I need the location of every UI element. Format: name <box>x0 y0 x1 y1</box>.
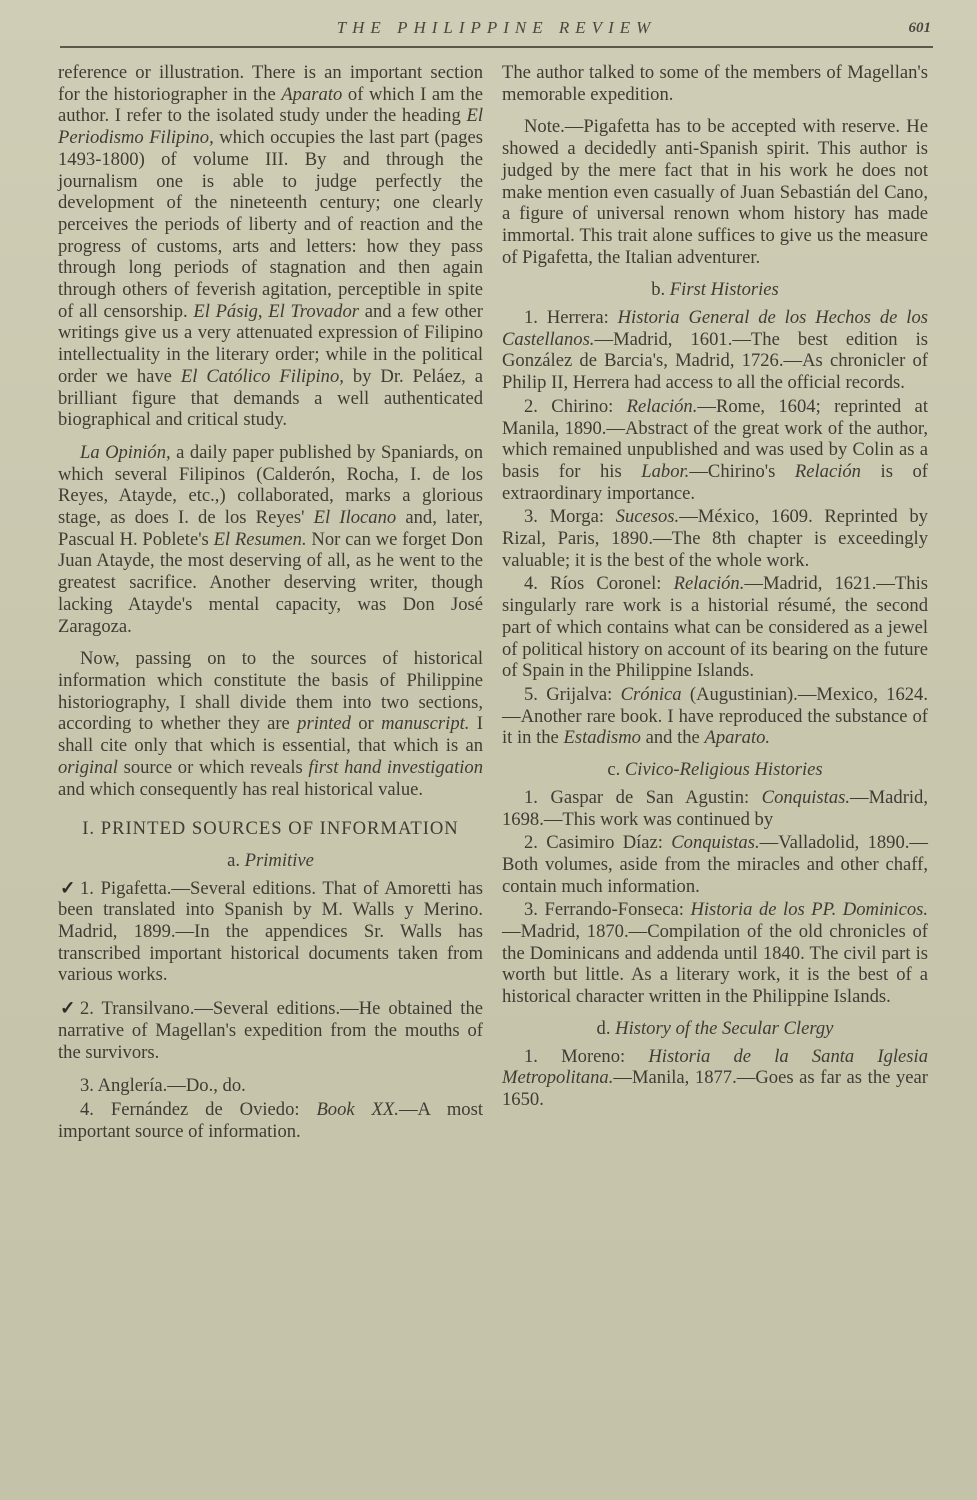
italic-text: El Resumen. <box>213 528 307 550</box>
italic-text: Aparato. <box>704 727 771 749</box>
italic-text: Historia de la Santa Iglesia Metropolitana. <box>502 1045 929 1089</box>
italic-text: printed <box>297 713 351 735</box>
subsection-heading <box>502 1018 928 1040</box>
italic-text: Aparato <box>281 83 343 105</box>
italic-text: Sucesos. <box>615 506 680 528</box>
italic-text: Crónica <box>620 683 682 705</box>
list-item: 3. Morga: Sucesos.—México, 1609. Reprinted by Rizal, Paris, 1890.—The 8th chapter is exceedingly valuable; it is the best of the whole work. <box>502 506 928 571</box>
running-head <box>60 14 933 48</box>
subsection-heading <box>502 759 928 781</box>
paragraph: Now, passing on to the sources of historical information which constitute the basis of Philippine historiography, I shall divide them into two sections, according to whether they are printed or manuscript. I shall cite only that which is essential, that which is an original source or which reveals first hand investigation and which consequently has real historical value. <box>58 648 483 800</box>
list-item: 5. Grijalva: Crónica (Augustinian).—Mexico, 1624.—Another rare book. I have reproduced the substance of it in the Estadismo and the Aparato. <box>502 683 929 749</box>
italic-text: Conquistas. <box>671 832 760 854</box>
list-item: 1. Gaspar de San Agustin: Conquistas.—Madrid, 1698.—This work was continued by <box>502 786 928 830</box>
entry-text: 1. Pigafetta.—Several editions. That of Amoretti has been translated into Spanish by M. Walls y Merino. Madrid, 1899.—In the appendices Sr. Walls has transcribed important historical documents taken from various works. <box>58 877 483 986</box>
subsection-letter: d. <box>596 1017 611 1039</box>
italic-text: Historia General de los Hechos de los Castellanos. <box>502 307 928 350</box>
italic-text: El Ilocano <box>313 507 397 529</box>
italic-text: El Pásig, El Trovador <box>193 300 360 322</box>
italic-text: El Periodismo Filipino, <box>58 105 483 149</box>
right-column <box>502 62 928 1113</box>
list-item <box>58 878 483 987</box>
list-item: 2. Casimiro Díaz: Conquistas.—Valladolid, 1890.—Both volumes, aside from the miracles and other chaff, contain much information. <box>502 832 928 897</box>
paragraph: La Opinión, a daily paper published by Spaniards, on which several Filipinos (Calderón, Rocha, I. de los Reyes, Atayde, etc.,) collaborated, marks a glorious stage, as does I. de los Reyes' El Ilocano and, later, Pascual H. Poblete's El Resumen. Nor can we forget Don Juan Atayde, the most deserving of all, as he went to the greatest sacrifice. Another deserving writer, though lacking Atayde's mental capacity, was Don José Zaragoza. <box>58 441 483 637</box>
paragraph: The author talked to some of the members of Magellan's memorable expedition. <box>502 62 928 105</box>
subsection-heading <box>58 850 483 872</box>
italic-text: Labor. <box>641 460 690 482</box>
entry-text: 2. Transilvano.—Several editions.—He obtained the narrative of Magellan's expedition from the mouths of the survivors. <box>58 998 483 1063</box>
italic-text: Relación. <box>626 395 698 417</box>
paragraph: reference or illustration. There is an important section for the historiographer in the Aparato of which I am the author. I refer to the isolated study under the heading El Periodismo Filipino, which occupies the last part (pages 1493-1800) of volume III. By and through the journalism one is able to judge perfectly the development of the nineteenth century; one clearly perceives the periods of liberty and of reaction and the progress of customs, arts and letters: how they pass through long periods of stagnation and then again through others of feverish agitation, perceptible in spite of all censorship. El Pásig, El Trovador and a few other writings give us a very attenuated expression of Filipino intellectuality in the literary order; while in the political order we have El Católico Filipino, by Dr. Peláez, a brilliant figure that demands a well authenticated biographical and critical study. <box>58 62 483 431</box>
section-heading: I. PRINTED SOURCES OF INFORMATION <box>82 818 459 840</box>
list-item: 2. Chirino: Relación.—Rome, 1604; reprinted at Manila, 1890.—Abstract of the great work of the author, which remained unpublished and was used by Colin as a basis for his Labor.—Chirino's Relación is of extraordinary importance. <box>502 395 928 504</box>
subsection-letter: b. <box>651 279 666 301</box>
left-column <box>58 62 483 1144</box>
italic-text: El Católico Filipino, <box>180 365 344 387</box>
check-mark: ✓ <box>60 877 76 899</box>
list-item: 1. Moreno: Historia de la Santa Iglesia Metropolitana.—Manila, 1877.—Goes as far as the year 1650. <box>502 1045 929 1110</box>
italic-text: Relación. <box>673 573 745 595</box>
list-item: 3. Ferrando-Fonseca: Historia de los PP. Dominicos.—Madrid, 1870.—Compilation of the old chronicles of the Dominicans and addenda until 1840. The civil part is worth but little. As a literary work, it is the best of a historical character written in the Philippine Islands. <box>502 899 929 1008</box>
note-paragraph: Note.—Pigafetta has to be accepted with reserve. He showed a decidedly anti-Spanish spirit. This author is judged by the mere fact that in his work he does not make mention even casually of Juan Sebastián del Cano, a figure of universal renown whom history has made immortal. This trait alone suffices to give us the measure of Pigafetta, the Italian adventurer. <box>502 116 928 268</box>
running-title: THE PHILIPPINE REVIEW <box>336 18 657 37</box>
list-item: 4. Fernández de Oviedo: Book XX.—A most important source of information. <box>58 1098 483 1142</box>
italic-text: La Opinión, <box>80 441 171 463</box>
italic-text: Historia de los PP. Dominicos. <box>690 899 929 921</box>
subsection-heading <box>502 279 928 301</box>
italic-text: original <box>58 756 118 778</box>
subsection-title: History of the Secular Clergy <box>615 1017 834 1039</box>
page-number: 601 <box>908 20 931 36</box>
italic-text: Conquistas. <box>761 786 851 808</box>
list-item: 1. Herrera: Historia General de los Hechos de los Castellanos.—Madrid, 1601.—The best edition is González de Barcia's, Madrid, 1726.—As chronicler of Philip II, Herrera had access to all the official records. <box>502 307 928 394</box>
italic-text: Estadismo <box>563 727 641 749</box>
subsection-title: Civico-Religious Histories <box>624 759 823 781</box>
list-item: 4. Ríos Coronel: Relación.—Madrid, 1621.—This singularly rare work is a historial résumé, the second part of which contains what can be considered as a jewel of political history on account of its bearing on the future of Spain in the Philippine Islands. <box>502 573 928 682</box>
italic-text: first hand investigation <box>308 756 483 778</box>
italic-text: Relación <box>794 460 861 482</box>
subsection-title: Primitive <box>244 849 314 871</box>
italic-text: Book XX. <box>316 1098 399 1120</box>
list-item <box>58 998 483 1063</box>
subsection-title: First Histories <box>669 279 779 301</box>
check-mark: ✓ <box>60 998 76 1020</box>
italic-text: manuscript. <box>381 713 470 735</box>
subsection-letter: c. <box>607 759 621 781</box>
subsection-letter: a. <box>227 849 241 871</box>
list-item: 3. Anglería.—Do., do. <box>80 1075 246 1097</box>
